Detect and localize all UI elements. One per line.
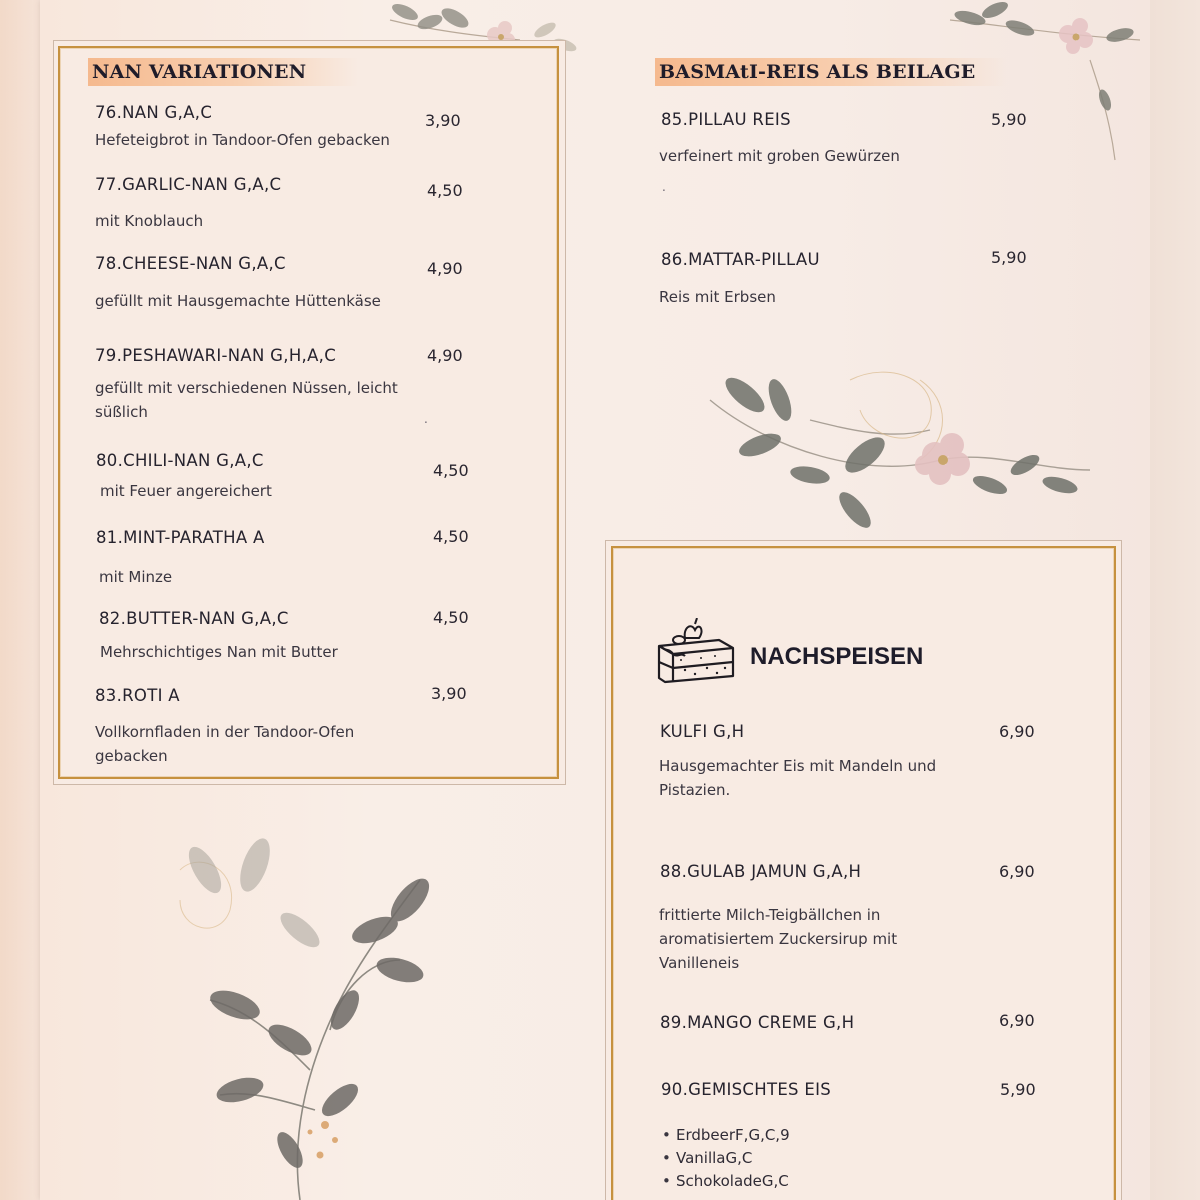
item-name: 85.PILLAU REIS xyxy=(661,110,791,129)
background-wall xyxy=(1150,0,1200,1200)
item-price: 4,50 xyxy=(433,461,469,480)
dessert-section-title: NACHSPEISEN xyxy=(750,643,924,670)
item-name: 83.ROTI A xyxy=(95,686,180,705)
item-name: 79.PESHAWARI-NAN G,H,A,C xyxy=(95,346,337,365)
item-price: 3,90 xyxy=(425,111,461,130)
item-name: 76.NAN G,A,C xyxy=(95,103,213,122)
item-name: 86.MATTAR-PILLAU xyxy=(661,250,820,269)
item-price: 6,90 xyxy=(999,722,1035,741)
item-price: 4,50 xyxy=(427,181,463,200)
list-item xyxy=(662,1147,790,1170)
stray-dot: . xyxy=(424,412,428,426)
flavor-label: SchokoladeG,C xyxy=(676,1172,789,1190)
item-description: Reis mit Erbsen xyxy=(659,288,776,306)
item-description: frittierte Milch-Teigbällchen in aromatisiertem Zuckersirup mit Vanilleneis xyxy=(659,906,898,972)
item-description: gefüllt mit verschiedenen Nüssen, leicht süßlich xyxy=(95,379,398,421)
item-price: 3,90 xyxy=(431,684,467,703)
item-name: 81.MINT-PARATHA A xyxy=(96,528,265,547)
cake-slice-icon xyxy=(655,618,737,690)
item-price: 5,90 xyxy=(1000,1080,1036,1099)
ice-cream-flavor-list xyxy=(662,1124,790,1193)
item-name: KULFI G,H xyxy=(660,722,745,741)
item-name: 77.GARLIC-NAN G,A,C xyxy=(95,175,282,194)
list-item xyxy=(662,1170,790,1193)
item-description: Mehrschichtiges Nan mit Butter xyxy=(100,643,338,661)
item-name: 80.CHILI-NAN G,A,C xyxy=(96,451,264,470)
flavor-label: VanillaG,C xyxy=(676,1149,753,1167)
floral-middle-right xyxy=(690,360,1110,560)
item-name: 89.MANGO CREME G,H xyxy=(660,1013,855,1032)
item-description: verfeinert mit groben Gewürzen xyxy=(659,147,900,165)
item-description: mit Minze xyxy=(99,568,173,586)
item-price: 5,90 xyxy=(991,248,1027,267)
item-description: Hefeteigbrot in Tandoor-Ofen gebacken xyxy=(95,131,390,149)
stray-dot: . xyxy=(662,180,666,194)
item-description: Hausgemachter Eis mit Mandeln und Pistazien. xyxy=(659,757,937,799)
item-price: 4,50 xyxy=(433,527,469,546)
item-description: mit Knoblauch xyxy=(95,212,204,230)
item-description: Vollkornfladen in der Tandoor-Ofen gebacken xyxy=(95,723,355,765)
leaf-branch-bottom-left xyxy=(140,810,460,1200)
reis-section-title: BASMAtI-REIS ALS BEILAGE xyxy=(655,58,1007,86)
item-price: 6,90 xyxy=(999,1011,1035,1030)
item-price: 6,90 xyxy=(999,862,1035,881)
nan-section-title: NAN VARIATIONEN xyxy=(88,58,358,86)
item-description: gefüllt mit Hausgemachte Hüttenkäse xyxy=(95,292,381,310)
item-price: 4,50 xyxy=(433,608,469,627)
item-description: mit Feuer angereichert xyxy=(100,482,272,500)
item-name: 88.GULAB JAMUN G,A,H xyxy=(660,862,862,881)
list-item xyxy=(662,1124,790,1147)
item-price: 4,90 xyxy=(427,346,463,365)
flavor-label: ErdbeerF,G,C,9 xyxy=(676,1126,790,1144)
item-price: 5,90 xyxy=(991,110,1027,129)
item-price: 4,90 xyxy=(427,259,463,278)
item-name: 90.GEMISCHTES EIS xyxy=(661,1080,832,1099)
item-name: 82.BUTTER-NAN G,A,C xyxy=(99,609,289,628)
item-name: 78.CHEESE-NAN G,A,C xyxy=(95,254,286,273)
